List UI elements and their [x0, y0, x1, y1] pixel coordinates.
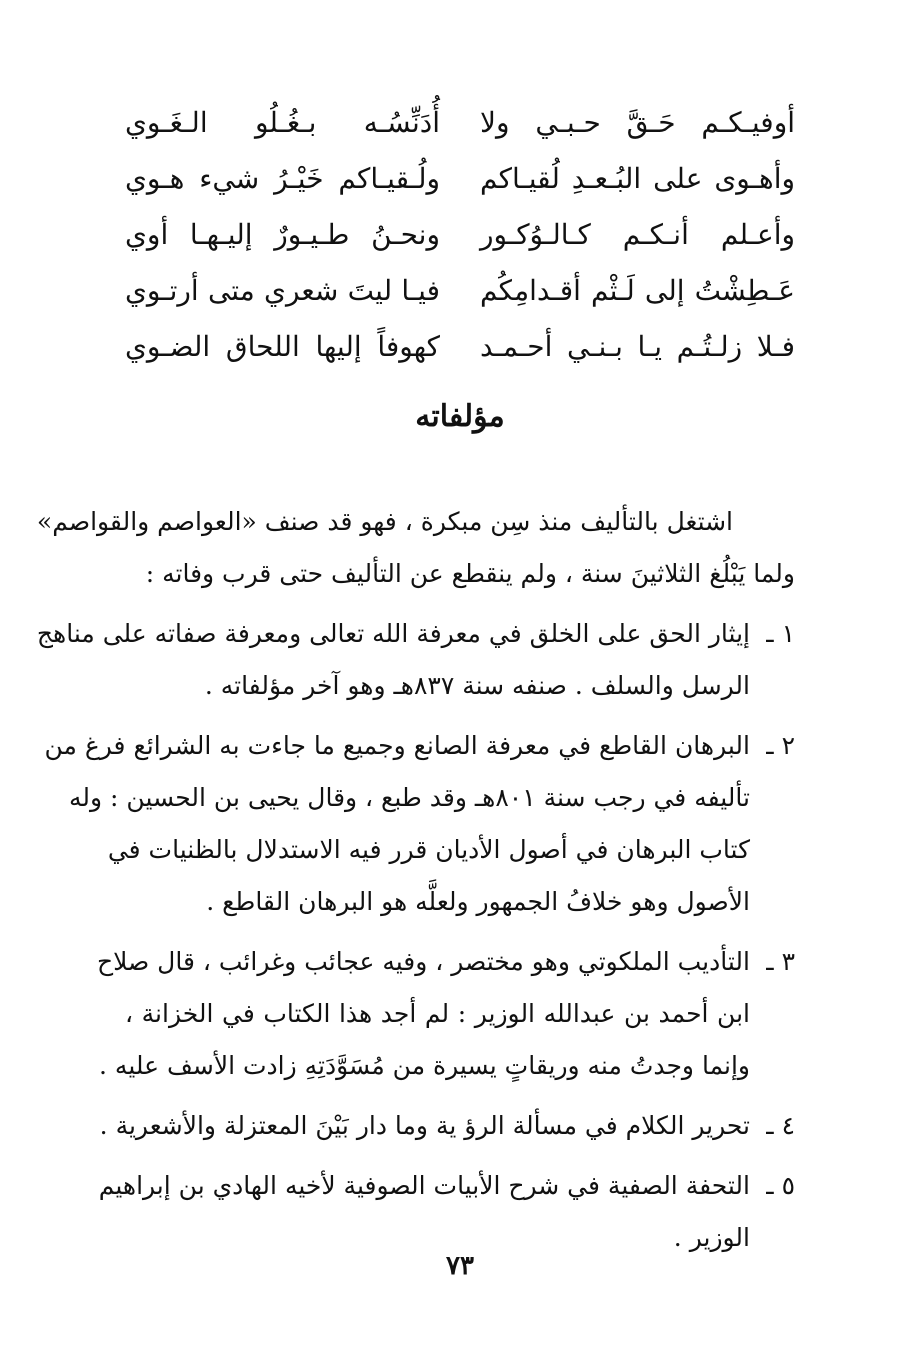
- verse-first-hemistich: وأهـوى على البُـعـدِ لُقيـاكم: [480, 162, 795, 195]
- item-line: ابن أحمد بن عبدالله الوزير : لم أجد هذا الكتاب في الخزانة ،: [125, 999, 750, 1028]
- poem-verse: [125, 263, 795, 319]
- poem-verse: [125, 319, 795, 375]
- item-line: تحرير الكلام في مسألة الرؤ ية وما دار بَيْنَ المعتزلة والأشعرية .: [99, 1111, 750, 1140]
- works-list: [36, 608, 795, 1272]
- verse-first-hemistich: عَـطِشْتُ إلى لَـثْم أقـدامِكُم: [480, 274, 795, 307]
- item-number: ٣ ـ: [766, 947, 795, 976]
- item-line: الوزير .: [673, 1223, 750, 1252]
- verse-second-hemistich: أُدَنِّسُـه بـغُـلُو الـغَـوي: [125, 106, 440, 139]
- list-item: [99, 1100, 795, 1152]
- item-number: ١ ـ: [766, 619, 795, 648]
- verse-second-hemistich: فيـا ليتَ شعري متى أرتـوي: [125, 274, 440, 307]
- item-number: ٢ ـ: [766, 731, 795, 760]
- verse-first-hemistich: فـلا زلـتُـم يـا بـنـي أحـمـد: [480, 330, 795, 363]
- intro-paragraph: [36, 496, 795, 600]
- verse-second-hemistich: ونحـنُ طـيـورٌ إليـهـا أوي: [125, 218, 440, 251]
- item-text: [99, 1100, 750, 1152]
- poem-verse: [125, 95, 795, 151]
- item-line: التحفة الصفية في شرح الأبيات الصوفية لأخيه الهادي بن إبراهيم: [98, 1171, 750, 1200]
- item-line: التأديب الملكوتي وهو مختصر ، وفيه عجائب وغرائب ، قال صلاح: [96, 947, 750, 976]
- item-text: [36, 608, 750, 712]
- section-heading: مؤلفاته: [415, 399, 505, 434]
- poem-verse: [125, 151, 795, 207]
- poem-block: [125, 95, 795, 375]
- item-number: ٤ ـ: [766, 1111, 795, 1140]
- item-line: الرسل والسلف . صنفه سنة ٨٣٧هـ وهو آخر مؤلفاته .: [204, 671, 750, 700]
- item-line: كتاب البرهان في أصول الأديان قرر فيه الاستدلال بالظنيات في: [107, 835, 750, 864]
- list-item: [44, 720, 795, 928]
- paragraph-line: ولما يَبْلُغ الثلاثينَ سنة ، ولم ينقطع عن التأليف حتى قرب وفاته :: [145, 559, 795, 588]
- item-text: [96, 936, 750, 1092]
- list-item: [36, 608, 795, 712]
- page-number: ٧٣: [446, 1251, 474, 1281]
- item-number: ٥ ـ: [766, 1171, 795, 1200]
- verse-first-hemistich: أوفيـكـم حَـقَّ حـبـي ولا: [480, 106, 795, 139]
- paragraph-line: اشتغل بالتأليف منذ سِن مبكرة ، فهو قد صنف «العواصم والقواصم»: [36, 507, 733, 536]
- item-line: إيثار الحق على الخلق في معرفة الله تعالى ومعرفة صفاته على مناهج: [36, 619, 750, 648]
- item-line: الأصول وهو خلافُ الجمهور ولعلَّه هو البرهان القاطع .: [206, 887, 750, 916]
- item-line: وإنما وجدتُ منه وريقاتٍ يسيرة من مُسَوَّدَتِهِ زادت الأسف عليه .: [99, 1051, 750, 1080]
- verse-second-hemistich: كهوفاً إليها اللحاق الضـوي: [125, 330, 440, 363]
- poem-verse: [125, 207, 795, 263]
- item-text: [44, 720, 750, 928]
- list-item: [96, 936, 795, 1092]
- verse-first-hemistich: وأعـلم أنـكـم كـالـوُكـور: [480, 218, 795, 251]
- item-line: البرهان القاطع في معرفة الصانع وجميع ما جاءت به الشرائع فرغ من: [44, 731, 750, 760]
- item-line: تأليفه في رجب سنة ٨٠١هـ وقد طبع ، وقال يحيى بن الحسين : وله: [69, 783, 750, 812]
- verse-second-hemistich: ولُـقيـاكم خَيْـرُ شيء هـوي: [125, 162, 440, 195]
